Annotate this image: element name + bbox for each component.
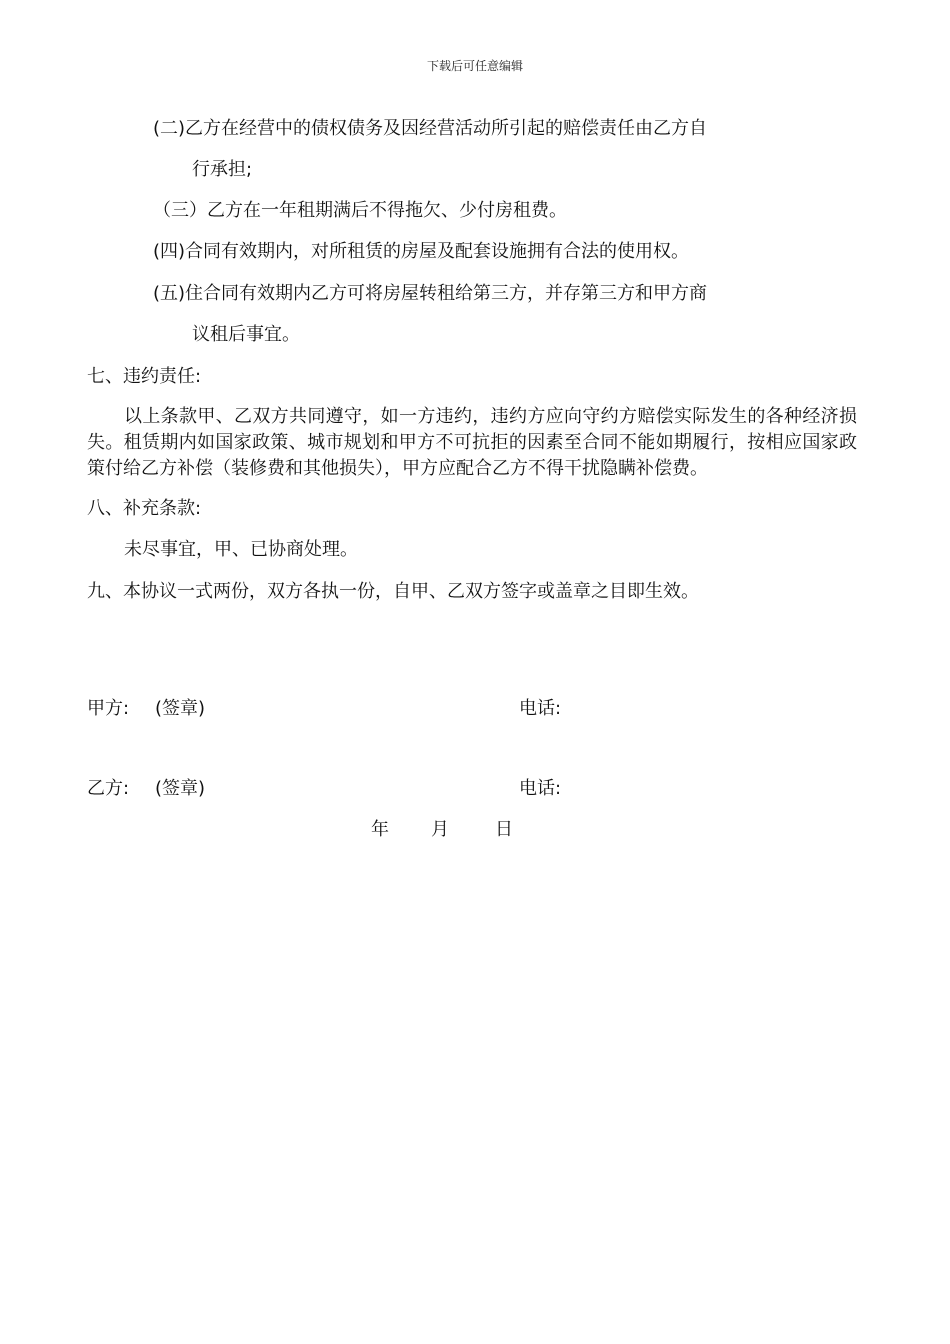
- clause-2-line-1: (二)乙方在经营中的债权债务及因经营活动所引起的赔偿责任由乙方自: [153, 118, 708, 139]
- section-8-title: 八、补充条款:: [87, 498, 202, 519]
- party-a-phone-label: 电话:: [519, 698, 562, 719]
- date-month: 月: [431, 819, 449, 840]
- section-9-text: 九、本协议一式两份，双方各执一份，自甲、乙双方签字或盖章之目即生效。: [87, 581, 699, 602]
- party-a-signature-row: [87, 697, 867, 721]
- party-b-seal: (签章): [155, 778, 206, 799]
- section-7-title: 七、违约责任:: [87, 366, 202, 387]
- section-7-body: 以上条款甲、乙双方共同遵守，如一方违约，违约方应向守约方赔偿实际发生的各种经济损失。租赁期内如国家政策、城市规划和甲方不可抗拒的因素至合同不能如期履行，按相应国家政策付给乙方补偿（装修费和其他损失），甲方应配合乙方不得干扰隐瞒补偿费。: [87, 406, 857, 479]
- party-b-phone-label: 电话:: [519, 778, 562, 799]
- date-day: 日: [495, 819, 513, 840]
- party-a-label: 甲方:: [87, 698, 130, 719]
- date-year: 年: [371, 819, 389, 840]
- party-b-signature-row: [87, 777, 867, 801]
- section-8-body: 未尽事宜，甲、已协商处理。: [124, 539, 358, 560]
- party-a-seal: (签章): [155, 698, 206, 719]
- clause-5-line-2: 议租后事宜。: [192, 324, 300, 345]
- page-header: 下载后可任意编辑: [426, 59, 523, 73]
- party-b-label: 乙方:: [87, 778, 130, 799]
- clause-3: （三）乙方在一年租期满后不得拖欠、少付房租费。: [153, 200, 567, 221]
- clause-2-line-2: 行承担;: [192, 159, 253, 180]
- clause-5-line-1: (五)住合同有效期内乙方可将房屋转租给第三方，并存第三方和甲方商: [153, 283, 708, 304]
- clause-4: (四)合同有效期内，对所租赁的房屋及配套设施拥有合法的使用权。: [153, 241, 690, 262]
